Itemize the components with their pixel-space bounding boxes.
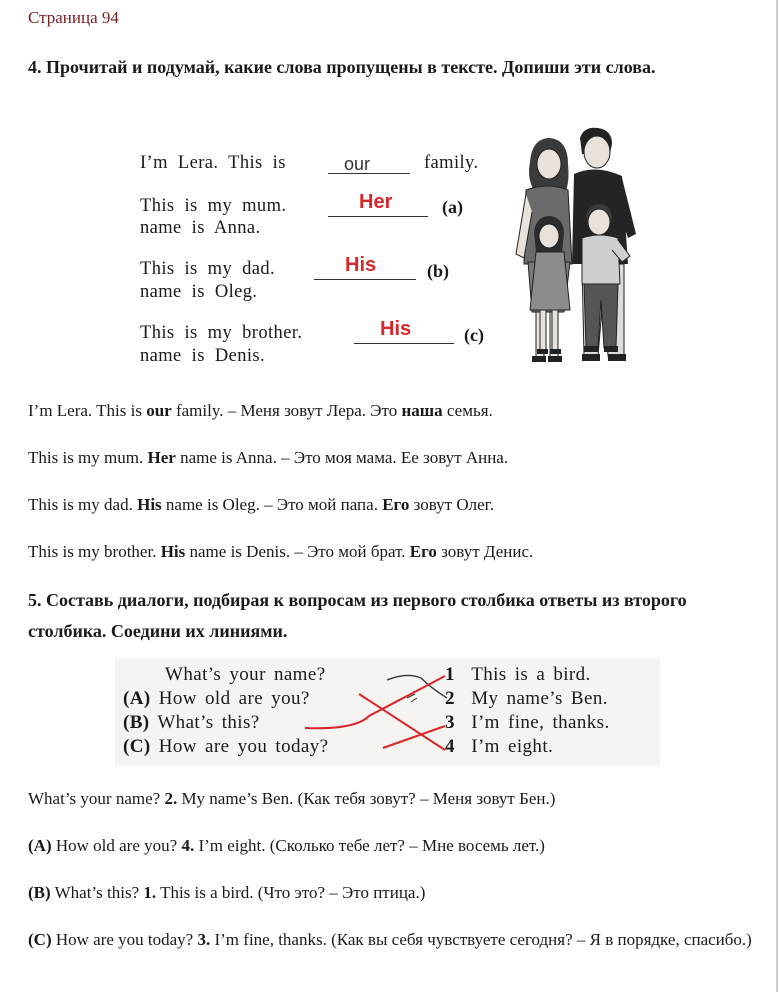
ex4-blank-2 [328,216,428,217]
question-a: (A) How old are you? [123,688,310,709]
ex4-marker-a: (a) [442,197,463,217]
ex4-translation-3: This is my dad. His name is Oleg. – Это мой папа. Его зовут Олег. [28,495,494,514]
question-c: (C) How are you today? [123,736,329,757]
ex4-answer-4: His [380,318,412,340]
ex5-solution-3: (B) What’s this? 1. This is a bird. (Что это? – Это птица.) [28,883,426,902]
ex5-solution-1: What’s your name? 2. My name’s Ben. (Как тебя зовут? – Меня зовут Бен.) [28,789,556,808]
answer-2: 2 My name’s Ben. [445,688,608,709]
ex4-answer-2: Her [359,191,393,213]
ex4-answer-1: our [344,154,371,174]
red-link-b-to-1 [305,676,445,728]
page-label: Страница 94 [28,8,119,27]
matching-lines [115,658,660,766]
ex4-blank-4 [354,343,454,344]
ex4-blank-3 [314,279,416,280]
ex4-line4-pre: This is my brother. [140,323,303,343]
question-0: What’s your name? [165,664,326,685]
ex4-line3-cont: name is Oleg. [140,282,258,302]
question-b: (B) What’s this? [123,712,260,733]
ex4-line2-cont: name is Anna. [140,218,261,238]
ex4-translation-4: This is my brother. His name is Denis. – Это мой брат. Его зовут Денис. [28,542,534,561]
ex4-line1-pre: I’m Lera. This is [140,153,286,173]
ex4-translation-1: I’m Lera. This is our family. – Меня зовут Лера. Это наша семья. [28,401,493,420]
ex4-translation-2: This is my mum. Her name is Anna. – Это моя мама. Ее зовут Анна. [28,448,509,467]
ex4-line2-pre: This is my mum. [140,196,287,216]
page-edge [776,0,778,992]
ex4-marker-b: (b) [427,261,449,281]
ex4-marker-c: (c) [464,325,484,345]
answer-4: 4 I’m eight. [445,736,554,757]
ex4-answer-3: His [345,254,377,276]
task5-heading: 5. Составь диалоги, подбирая к вопросам из первого столбика ответы из второго столбика. Соедини их линиями. [28,590,687,641]
ex4-line1-post: family. [424,153,479,173]
ex4-line4-cont: name is Denis. [140,346,266,366]
family-illustration [512,124,650,372]
answer-1: 1 This is a bird. [445,664,591,685]
ex5-solution-4: (C) How are you today? 3. I’m fine, thanks. (Как вы себя чувствуете сегодня? – Я в порядке, спасибо.) [28,930,752,949]
ex5-solution-2: (A) How old are you? 4. I’m eight. (Сколько тебе лет? – Мне восемь лет.) [28,836,545,855]
answer-3: 3 I’m fine, thanks. [445,712,610,733]
textbook-exercise-5-image [115,658,660,766]
ex4-line3-pre: This is my dad. [140,259,276,279]
task4-heading: 4. Прочитай и подумай, какие слова пропущены в тексте. Допиши эти слова. [28,57,656,77]
textbook-exercise-4-image [130,124,650,372]
